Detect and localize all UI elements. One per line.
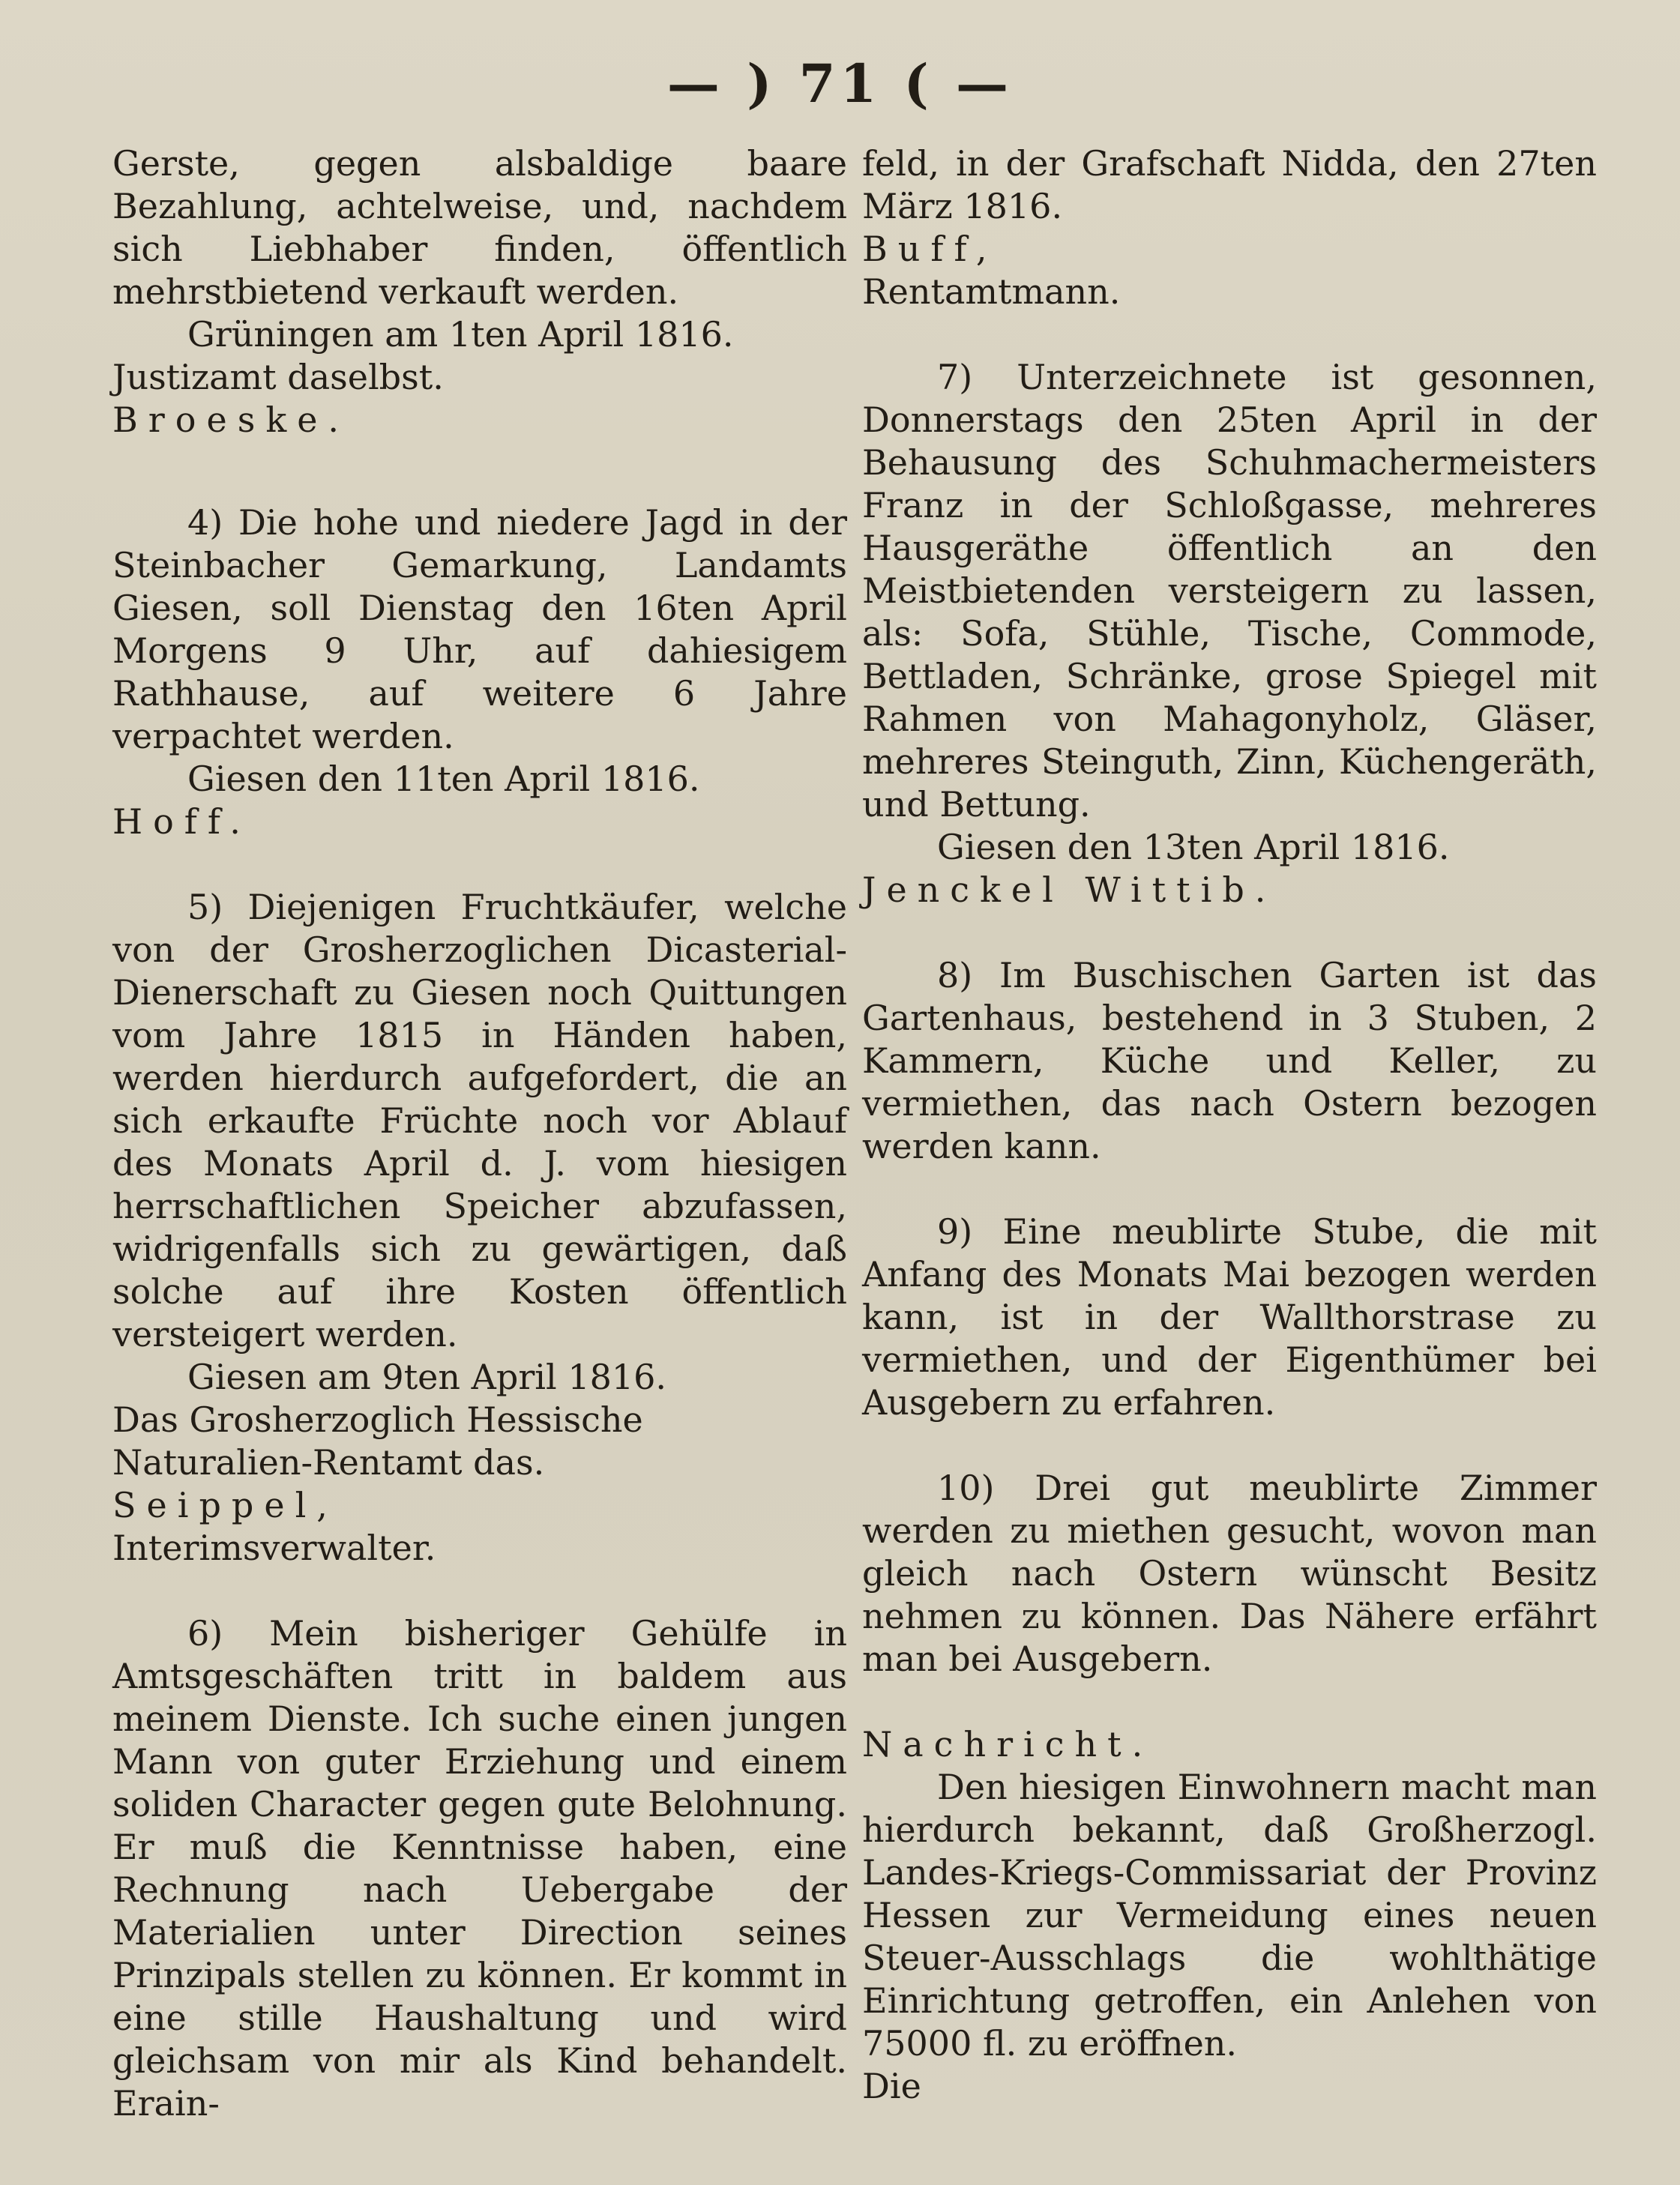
notice-10-text: 10) Drei gut meublirte Zimmer werden zu miethen gesucht, wovon man gleich nach Ostern wünscht Besitz nehmen zu können. Das Nähere erfährt man bei Ausgebern.	[862, 1468, 1597, 1679]
announcement-text: Den hiesigen Einwohnern macht man hierdurch bekannt, daß Großherzogl. Landes-Kriegs-Commissariat der Provinz Hessen zur Vermeidung eines neuen Steuer-Ausschlags die wohlthätige Einrichtung getroffen, ein Anlehen von 75000 fl. zu eröffnen.	[862, 1767, 1597, 2064]
page-number-header: — ) 71 ( —	[666, 52, 1014, 115]
notice-5-signature-line-2: Naturalien-Rentamt das.	[112, 1442, 545, 1483]
notice-4-signature: Hoff.	[112, 801, 251, 842]
notice-4-text: 4) Die hohe und niedere Jagd in der Steinbacher Gemarkung, Landamts Giesen, soll Dienstag den 16ten April Morgens 9 Uhr, auf dahiesigem Rathhause, auf weitere 6 Jahre verpachtet werden.	[112, 502, 847, 756]
notice-5-signature-name: Seippel,	[112, 1485, 338, 1525]
notice-6-text: 6) Mein bisheriger Gehülfe in Amtsgeschäften tritt in baldem aus meinem Dienste. Ich suche einen jungen Mann von guter Erziehung und einem soliden Character gegen gute Belohnung. Er muß die Kenntnisse haben, eine Rechnung nach Uebergabe der Materialien unter Direction seines Prinzipals stellen zu können. Er kommt in eine stille Haushaltung und wird gleichsam von mir als Kind behandelt. Erain-	[112, 1613, 847, 2124]
left-column	[112, 142, 847, 2125]
right-column	[862, 142, 1597, 2108]
notice-9-text: 9) Eine meublirte Stube, die mit Anfang des Monats Mai bezogen werden kann, ist in der Wallthorstrase zu vermiethen, und der Eigenthümer bei Ausgebern zu erfahren.	[862, 1211, 1597, 1423]
notice-6-continuation: feld, in der Grafschaft Nidda, den 27ten März 1816.	[862, 143, 1597, 226]
notice-6-signature-title: Rentamtmann.	[862, 271, 1121, 312]
notice-3-continuation: Gerste, gegen alsbaldige baare Bezahlung, achtelweise, und, nachdem sich Liebhaber finden, öffentlich mehrstbietend verkauft werden.	[112, 143, 847, 312]
notice-7-text: 7) Unterzeichnete ist gesonnen, Donnerstags den 25ten April in der Behausung des Schuhmachermeisters Franz in der Schloßgasse, mehreres Hausgeräthe öffentlich an den Meistbietenden versteigern zu lassen, als: Sofa, Stühle, Tische, Commode, Bettladen, Schränke, grose Spiegel mit Rahmen von Mahagonyholz, Gläser, mehreres Steinguth, Zinn, Küchengeräth, und Bettung.	[862, 357, 1597, 825]
notice-3-signature-name: Broeske.	[112, 400, 350, 440]
notice-7-date: Giesen den 13ten April 1816.	[937, 827, 1450, 867]
catchword: Die	[862, 2066, 921, 2106]
notice-5-text: 5) Diejenigen Fruchtkäufer, welche von der Grosherzoglichen Dicasterial-Dienerschaft zu Giesen noch Quittungen vom Jahre 1815 in Händen haben, werden hierdurch aufgefordert, die an sich erkaufte Früchte noch vor Ablauf des Monats April d. J. vom hiesigen herrschaftlichen Speicher abzufassen, widrigenfalls sich zu gewärtigen, daß solche auf ihre Kosten öffentlich versteigert werden.	[112, 887, 847, 1354]
notice-7-signature: Jenckel Wittib.	[862, 870, 1277, 910]
notice-3-signature-office: Justizamt daselbst.	[112, 357, 444, 397]
notice-5-signature-title: Interimsverwalter.	[112, 1528, 436, 1568]
notice-6-signature-name: Buff,	[862, 229, 998, 269]
announcement-heading: Nachricht.	[862, 1724, 1154, 1764]
notice-4-date: Giesen den 11ten April 1816.	[187, 759, 700, 799]
notice-8-text: 8) Im Buschischen Garten ist das Gartenhaus, bestehend in 3 Stuben, 2 Kammern, Küche und Keller, zu vermiethen, das nach Ostern bezogen werden kann.	[862, 955, 1597, 1166]
notice-3-date: Grüningen am 1ten April 1816.	[187, 314, 734, 355]
notice-5-date: Giesen am 9ten April 1816.	[187, 1357, 667, 1397]
notice-5-signature-line-1: Das Grosherzoglich Hessische	[112, 1399, 643, 1440]
